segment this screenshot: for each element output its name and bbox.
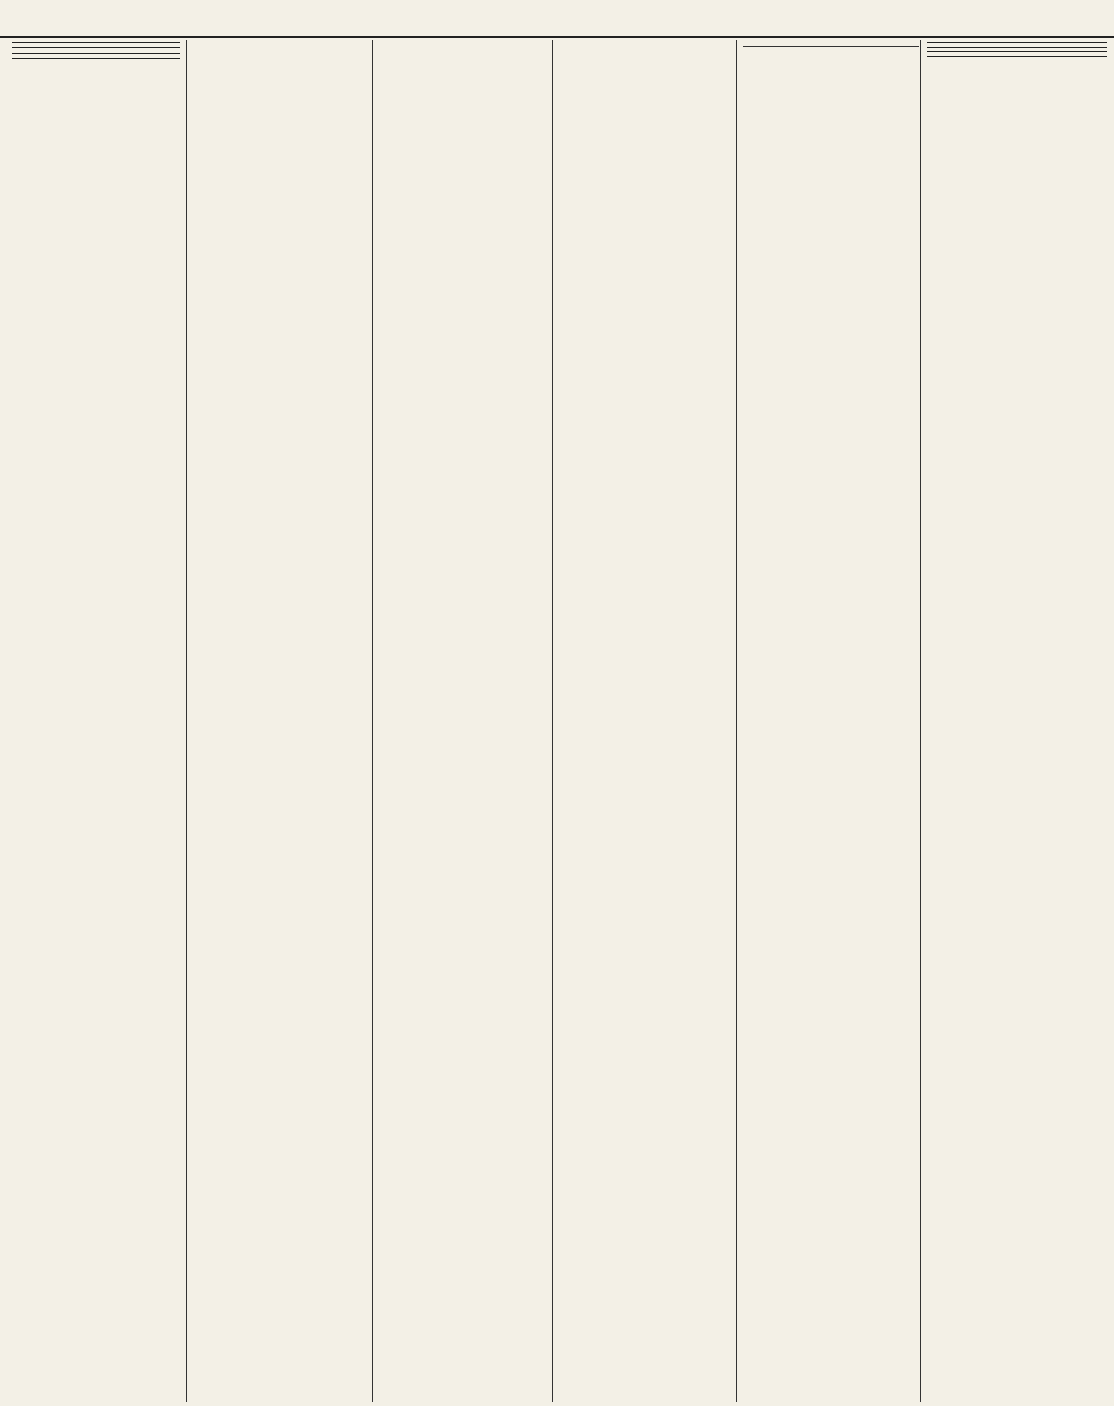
column-story-part3	[552, 40, 735, 1402]
deserted-city-title	[927, 42, 1107, 48]
column-poetry-facetiae	[12, 40, 180, 1402]
masthead	[0, 0, 1114, 38]
section-divider	[743, 46, 919, 47]
column-story-part4	[736, 40, 919, 1402]
column-story-part1	[186, 40, 371, 1402]
column-story-part2	[372, 40, 551, 1402]
provincial-title	[927, 51, 1107, 57]
section-title-facetiae	[12, 53, 180, 59]
section-title-poetry	[12, 42, 180, 48]
column-news	[920, 40, 1107, 1402]
